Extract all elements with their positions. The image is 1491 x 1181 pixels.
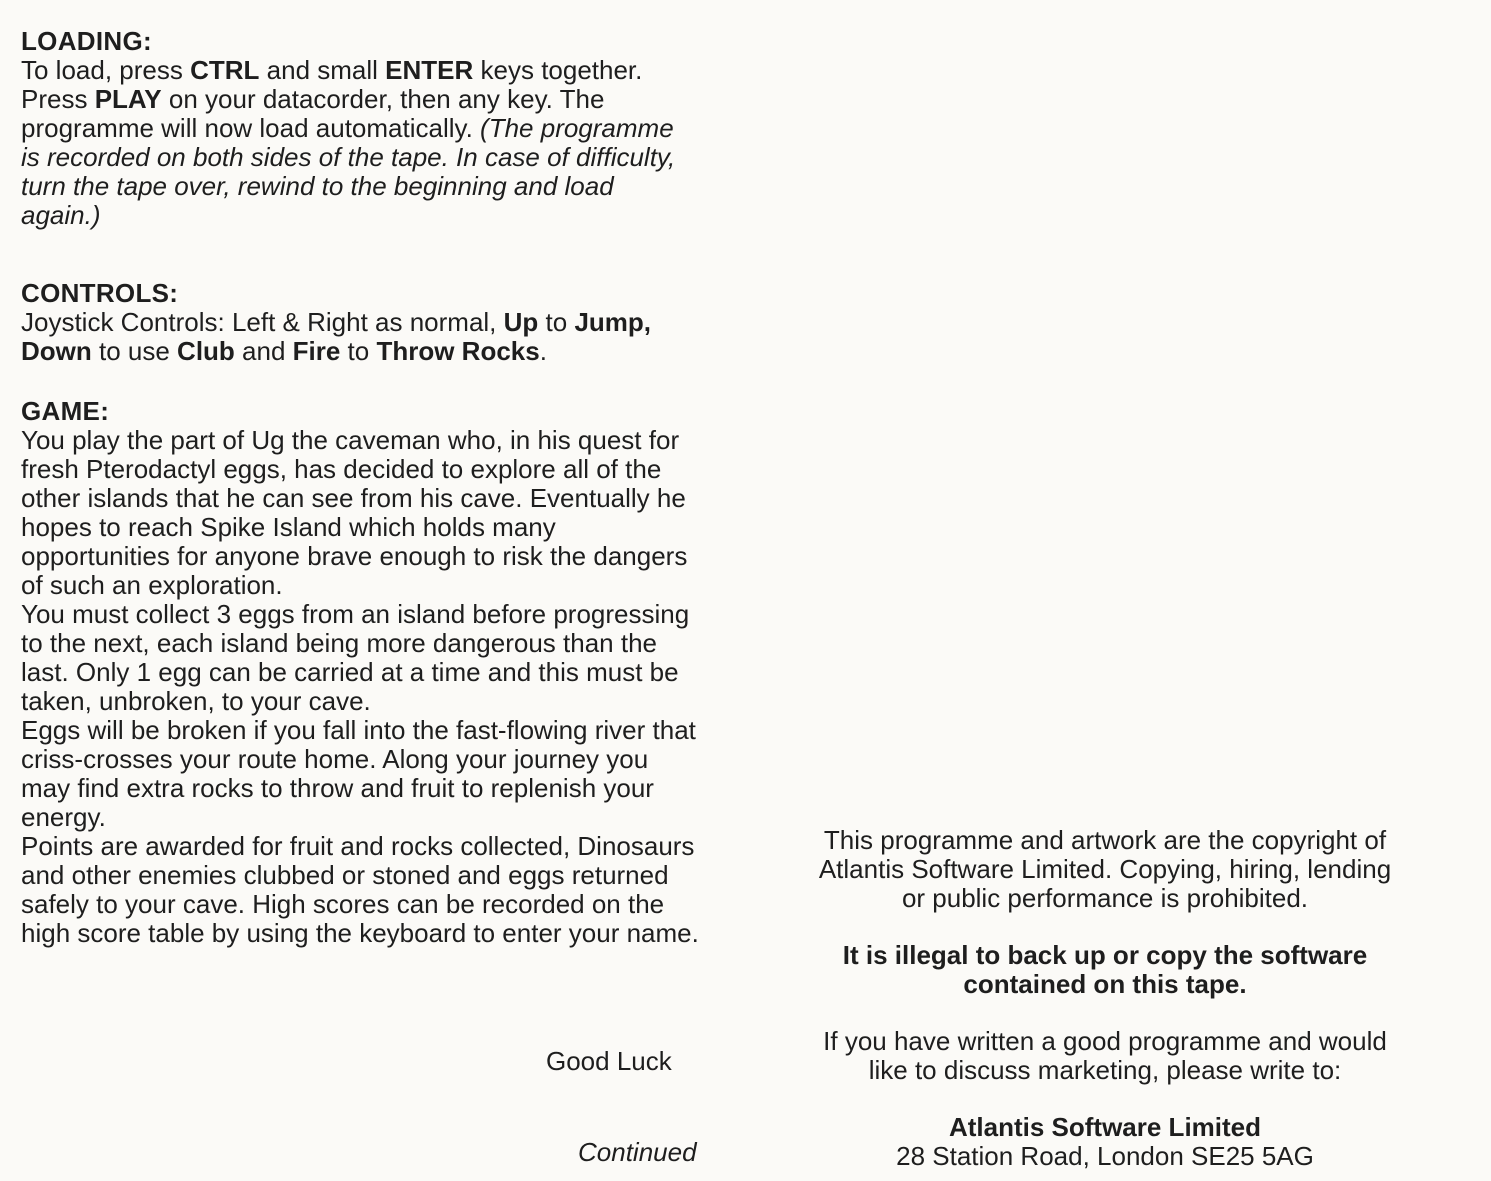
company-name: Atlantis Software Limited [948,1112,1262,1142]
game-paragraph-4: Points are awarded for fruit and rocks collected, Dinosaurs and other enemies clubbed or stoned and eggs returned safely to your cave. High scores can be recorded on the high score table by using the keyboard to enter your name. [21,831,699,948]
game-paragraph-3: Eggs will be broken if you fall into the fast-flowing river that criss-crosses your route home. Along your journey you may find extra rocks to throw and fruit to replenish your energy. [21,715,696,832]
control-fire: Fire [292,336,341,366]
loading-text-2: and small [259,55,386,85]
controls-text [21,308,701,366]
loading-text-1: To load, press [21,55,191,85]
continued-text: Continued [578,1137,697,1167]
copyright-line-1: This programme and artwork are the copyright of [823,825,1387,855]
key-play: PLAY [94,84,162,114]
controls-text-6: . [539,336,547,366]
copyright-notice [760,826,1450,1171]
company-address: 28 Station Road, London SE25 5AG [896,1141,1314,1171]
control-jump-down: Jump, Down [21,307,652,366]
key-enter: ENTER [385,55,474,85]
loading-text-3: keys together. Press [21,55,643,114]
invite-line-2: like to discuss marketing, please write to: [868,1055,1342,1085]
copyright-line-2: Atlantis Software Limited. Copying, hiring, lending [818,854,1392,884]
warning-line-2: contained on this tape. [963,969,1247,999]
controls-text-5: to [340,336,377,366]
instructions-column [21,26,721,948]
invite-line-1: If you have written a good programme and would [823,1026,1387,1056]
controls-section [21,278,721,366]
loading-text [21,56,691,230]
loading-note: (The programme is recorded on both sides of the tape. In case of difficulty, turn the tape over, rewind to the beginning and load again.) [21,113,676,230]
controls-text-2: to [538,307,575,337]
controls-heading: CONTROLS: [21,278,179,308]
warning-line-1: It is illegal to back up or copy the software [842,940,1368,970]
controls-text-1: Joystick Controls: Left & Right as normal, [21,307,504,337]
loading-section [21,26,721,230]
copyright-line-3: or public performance is prohibited. [901,883,1309,913]
good-luck-text: Good Luck [546,1046,672,1076]
controls-text-4: and [234,336,293,366]
control-throw-rocks: Throw Rocks [376,336,540,366]
control-club: Club [177,336,235,366]
game-section [21,396,721,948]
game-paragraph-2: You must collect 3 eggs from an island before progressing to the next, each island being more dangerous than the last. Only 1 egg can be carried at a time and this must be taken, unbroken, to your cave. [21,599,690,716]
loading-text-4: on your datacorder, then any key. The programme will now load automatically. [21,84,605,143]
game-heading: GAME: [21,396,110,426]
key-ctrl: CTRL [190,55,260,85]
game-paragraph-1: You play the part of Ug the caveman who, in his quest for fresh Pterodactyl eggs, has decided to explore all of the other islands that he can see from his cave. Eventually he hopes to reach Spike Island which holds many opportunities for anyone brave enough to risk the dangers of such an exploration. [21,425,688,600]
controls-text-3: to use [91,336,178,366]
loading-heading: LOADING: [21,26,152,56]
control-up: Up [503,307,539,337]
